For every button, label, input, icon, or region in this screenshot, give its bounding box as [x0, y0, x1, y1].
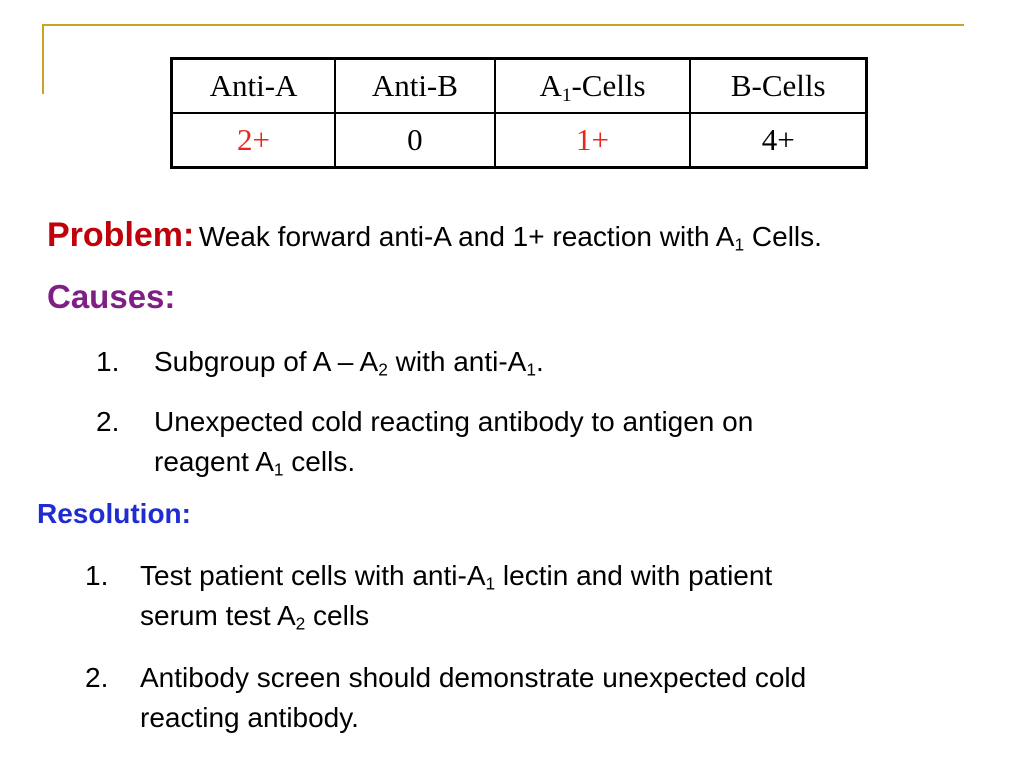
problem-label: Problem: [47, 216, 195, 254]
reaction-results-table [170, 57, 868, 169]
table-header-row [172, 59, 867, 114]
value-anti-a: 2+ [172, 113, 336, 168]
causes-heading: Causes: [47, 278, 176, 315]
table-value-row [172, 113, 867, 168]
header-anti-b: Anti-B [335, 59, 495, 114]
value-anti-b: 0 [335, 113, 495, 168]
slide-frame-left-rule [42, 24, 44, 94]
resolution-heading: Resolution: [37, 498, 191, 529]
header-anti-a: Anti-A [172, 59, 336, 114]
header-a1-cells: $A_1$-Cells [495, 59, 691, 114]
header-b-cells: B-Cells [690, 59, 866, 114]
problem-text: Weak forward anti-A and 1+ reaction with $A_1$ Cells. [198, 221, 822, 255]
value-b-cells: 4+ [690, 113, 866, 168]
problem-statement [47, 216, 822, 255]
slide-frame-top-rule [42, 24, 964, 26]
value-a1-cells: 1+ [495, 113, 691, 168]
